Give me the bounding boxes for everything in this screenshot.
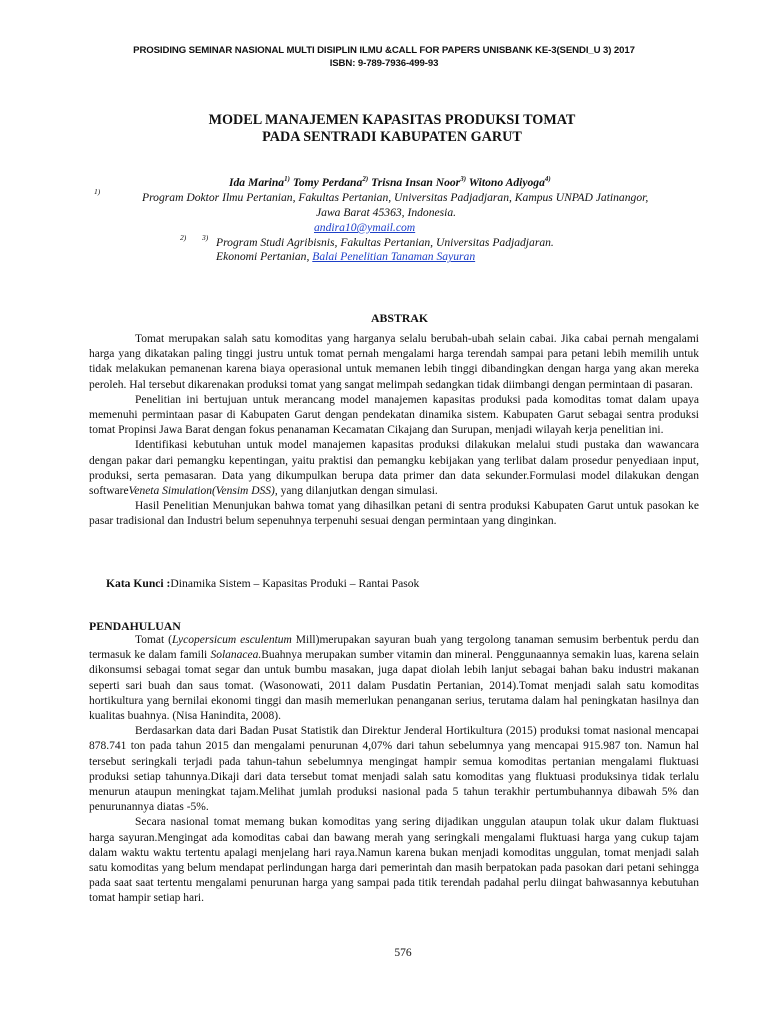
species-name: Lycopersicum esculentum: [172, 634, 292, 646]
intro-paragraph: [89, 633, 699, 724]
title-line-2: PADA SENTRADI KABUPATEN GARUT: [262, 129, 522, 145]
affiliation-3: [216, 250, 475, 263]
abstract-paragraph: Penelitian ini bertujuan untuk merancang model manajemen kapasitas produksi pada komoditas tomat dalam upaya memenuhi permintaan pasar di Kabupaten Garut dengan pendekatan dinamika sistem. Kabupaten Garut sebagai sentra produksi tomat Propinsi Jawa Barat dengan fokus penanaman Kecamatan Cikajang dan Surupan, menjadi wilayah kerja penelitian ini.: [89, 393, 699, 437]
affiliation-mark: 3): [202, 233, 209, 242]
affiliation-3-prefix: Ekonomi Pertanian,: [216, 250, 313, 263]
affiliation-1: Program Doktor Ilmu Pertanian, Fakultas Pertanian, Universitas Padjadjaran, Kampus UNPAD Jatinangor,: [142, 191, 649, 204]
affiliation-mark: 2): [180, 233, 187, 242]
text-run: Tomat (: [135, 634, 172, 646]
abstract-body: [89, 332, 699, 530]
affiliation-1-address: Jawa Barat 45363, Indonesia.: [316, 206, 457, 219]
abstract-paragraph: Hasil Penelitian Menunjukan bahwa tomat yang dihasilkan petani di sentra produksi Kabupaten Garut untuk pasokan ke pasar tradisional dan Industri belum sepenuhnya terpenuhi sesuai dengan permintaan yang dinginkan.: [89, 500, 699, 528]
text-run: , yang dilanjutkan dengan simulasi.: [274, 485, 438, 498]
affiliation-2: Program Studi Agribisnis, Fakultas Pertanian, Universitas Padjadjaran.: [216, 236, 554, 249]
affiliation-mark: 1): [94, 187, 101, 196]
paper-title: [0, 112, 768, 146]
abstract-paragraph: [89, 438, 699, 499]
family-name: Solanacea.: [210, 649, 262, 662]
author-mark: 3): [460, 175, 467, 183]
isbn-line: ISBN: 9-789-7936-499-93: [329, 58, 439, 69]
keywords: [106, 577, 419, 590]
keywords-label: Kata Kunci :: [106, 577, 171, 590]
proceedings-header: PROSIDING SEMINAR NASIONAL MULTI DISIPLIN ILMU &CALL FOR PAPERS UNISBANK KE-3(SENDI_U 3) 2017: [133, 45, 635, 56]
author-name: Trisna Insan Noor: [371, 175, 461, 189]
text-run: Buahnya merupakan sumber vitamin dan mineral. Penggunaannya semakin luas, karena selain dikonsumsi sebagai tomat segar dan untuk bumbu masakan, juga dapat diolah lebih lanjut sebagai bahan baku industri makanan seperti sari buah dan saus tomat. (Wasonowati, 2011 dalam Pusdatin Pertanian, 2014).Tomat menjadi salah satu komoditas hortikultura yang bernilai ekonomi tinggi dan masih memerlukan penanganan serius, terutama dalam hal peningkatan hasilnya dan kualitas buahnya. (Nisa Hanindita, 2008).: [89, 649, 699, 723]
author-mark: 2): [362, 175, 369, 183]
abstract-heading: ABSTRAK: [371, 311, 429, 325]
text-run: Identifikasi kebutuhan untuk model manajemen kapasitas produksi dilakukan melalui studi pustaka dan wawancara dengan pakar dari pemangku kepentingan, yaitu praktisi dan pemangku kebijakan yang terlibat dalam prosedur penyediaan input, produksi, serta pemasaran. Data yang dikumpulkan berupa data primer dan data sekunder.Formulasi model dilakukan dengan software: [89, 439, 699, 498]
introduction-body: [89, 633, 699, 907]
author-name: Tomy Perdana: [292, 175, 363, 189]
author-mark: 4): [544, 175, 551, 183]
author-mark: 1): [284, 175, 290, 183]
keywords-text: Dinamika Sistem – Kapasitas Produki – Rantai Pasok: [170, 577, 420, 590]
title-line-1: MODEL MANAJEMEN KAPASITAS PRODUKSI TOMAT: [208, 112, 576, 128]
intro-paragraph: Berdasarkan data dari Badan Pusat Statistik dan Direktur Jenderal Hortikultura (2015) produksi tomat nasional mencapai 878.741 ton pada tahun 2015 dan mengalami penurunan 4,07% dari tahun sebelumnya yang mencapai 915.987 ton. Namun hal tersebut seringkali terjadi pada tahun-tahun sebelumnya mengingat hampir semua komoditas pertanian mengalami fluktuasi produksi setiap tahunnya.Dikaji dari data tersebut tomat menjadi salah satu komoditas yang fluktuasi produksinya tidak terlalu menurun ataupun meningkat tajam.Melihat jumlah produksi nasional pada 5 tahun terakhir pertumbuhannya dibawah 5% dan penurunannya diatas -5%.: [89, 725, 699, 814]
author-email-link[interactable]: andira10@ymail.com: [314, 221, 416, 234]
intro-paragraph: Secara nasional tomat memang bukan komoditas yang sering dijadikan unggulan ataupun tolak ukur dalam fluktuasi harga sayuran.Mengingat ada komoditas cabai dan bawang merah yang seringkali mengalami fluktuasi harga yang cukup tajam dalam waktu waktu tertentu apalagi menjelang hari raya.Namun karena bukan menjadi komoditas unggulan, tomat menjadi salah satu komoditas yang belum mendapat perlindungan harga dari pemerintah dan masih berpatokan pada pasokan dari petani sehingga pada saat saat tertentu mengalami penurunan harga yang sampai pada titik terendah padahal perlu diingat bahwasannya kebutuhan tomat hampir setiap hari.: [89, 816, 699, 905]
institution-link[interactable]: Balai Penelitian Tanaman Sayuran: [312, 250, 476, 263]
abstract-paragraph: Tomat merupakan salah satu komoditas yang harganya selalu berubah-ubah selain cabai. Jika cabai pernah mengalami harga yang dikatakan paling tinggi justru untuk tomat pernah mengalami harga terendah sampai para petani lebih memilih untuk tidak melakukan pemanenan karena biaya operasional untuk memanen lebih tinggi dibandingkan dengan harga yang akan mereka peroleh. Hal tersebut dikarenakan produksi tomat yang sangat melimpah sedangkan tidak diimbangi dengan permintaan di pasaran.: [89, 333, 699, 391]
section-heading-introduction: PENDAHULUAN: [89, 619, 181, 633]
text-run: Mill)merupakan sayuran buah yang tergolong tanaman semusim berbentuk perdu dan termasuk ke dalam famili: [89, 634, 700, 662]
page-number: 576: [394, 947, 412, 959]
author-name: Ida Marina: [229, 175, 285, 189]
author-name: Witono Adiyoga: [468, 175, 545, 189]
author-list: [229, 175, 551, 189]
software-name: Veneta Simulation(Vensim DSS): [128, 485, 275, 498]
